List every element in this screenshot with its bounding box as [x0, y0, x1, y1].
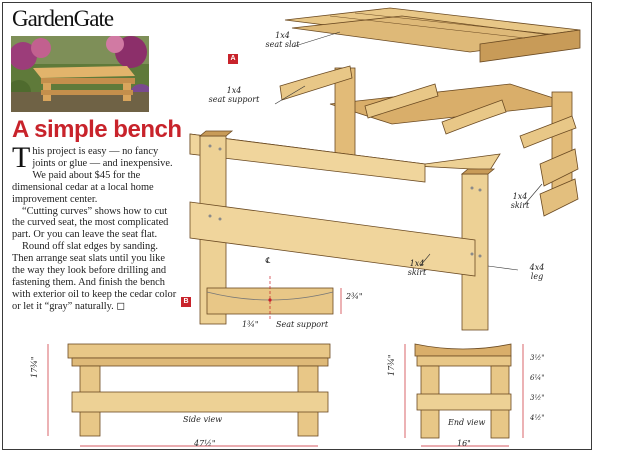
marker-b: B [181, 297, 191, 307]
label-line: seat support [208, 95, 260, 104]
label-line: 1x4 [226, 86, 242, 95]
end-width-dim: 16" [457, 439, 471, 448]
article-headline: A simple bench [12, 116, 182, 143]
magazine-logo: GardenGate [12, 6, 114, 31]
seat-support-label [204, 86, 264, 104]
marker-a: A [228, 54, 238, 64]
leg-label [520, 263, 554, 281]
end-dim: 4½" [530, 414, 545, 422]
label-line: skirt [407, 268, 427, 277]
side-view-drawing [36, 336, 351, 452]
right-skirt-label [503, 192, 537, 210]
bench-photo [11, 36, 149, 112]
seat-slat-label [255, 31, 310, 49]
article-paragraph: “Cutting curves” shows how to cut the curved seat, the most complicated part. Or you can leave the seat flat. [12, 205, 169, 241]
support-width-dim: 1¾" [242, 320, 259, 329]
page-margin [604, 0, 640, 454]
label-line: 1x4 [275, 31, 290, 40]
end-dimensions-stack [530, 348, 544, 428]
label-line: 4x4 [529, 263, 545, 272]
article-body [12, 141, 177, 313]
drop-cap: T [12, 141, 31, 174]
side-view-caption: Side view [183, 415, 223, 424]
end-view-caption: End view [448, 418, 486, 427]
label-line: 1x4 [409, 259, 425, 268]
side-width-dim: 47½" [194, 439, 216, 448]
label-line: leg [530, 272, 544, 281]
paragraph-text: his project is easy — no fancy joints or glue — and inexpensive. We paid about $45 for the dimensional cedar at a local home improvement center. [12, 146, 173, 205]
seat-support-caption: Seat support [276, 320, 329, 329]
support-height-dim: 2¾" [346, 292, 363, 301]
end-height-dim: 17¾" [387, 354, 396, 376]
end-dim: 3½" [530, 394, 545, 402]
end-dim: 6¼" [530, 374, 545, 382]
article-paragraph [12, 141, 177, 206]
side-height-dim: 17¾" [30, 356, 39, 378]
article-paragraph: Round off slat edges by sanding. Then arrange seat slats until you like the way they look before drilling and fastening them. And finish the bench with exterior oil to keep the cedar color or let it “gray” naturally. ◻ [12, 241, 177, 312]
front-skirt-label [400, 259, 434, 277]
label-line: seat slat [265, 40, 300, 49]
centerline-symbol: ℄ [265, 256, 271, 265]
label-line: 1x4 [512, 192, 528, 201]
label-line: skirt [510, 201, 530, 210]
end-dim: 3½" [530, 354, 545, 362]
